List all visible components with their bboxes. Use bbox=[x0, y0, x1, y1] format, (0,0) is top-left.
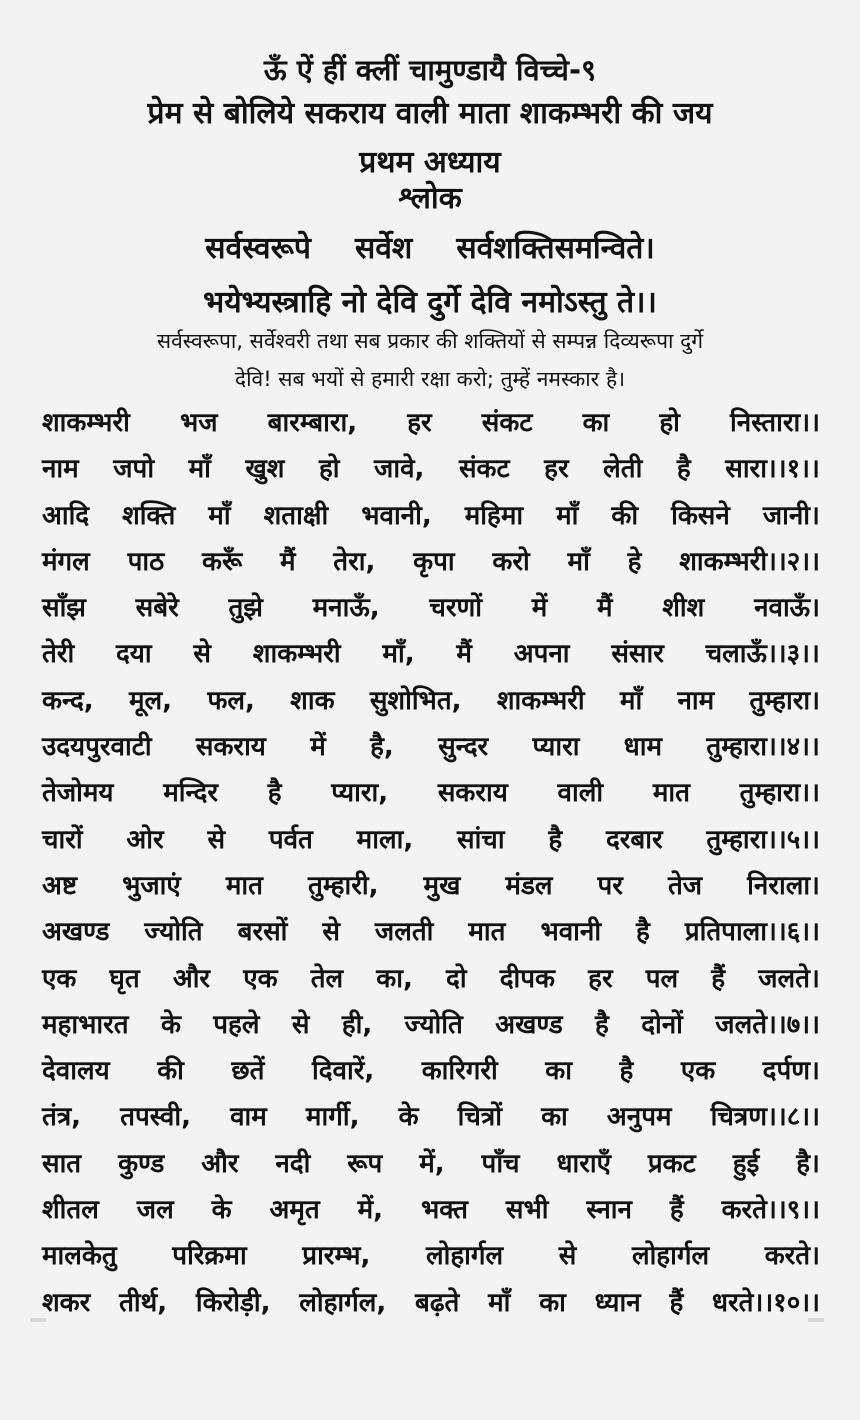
verse-word: ओर bbox=[126, 824, 164, 855]
verse-word: सबेरे bbox=[135, 593, 179, 624]
verse-block bbox=[42, 400, 820, 1326]
verse-line bbox=[42, 585, 820, 631]
verse-word: तुम्हारा।। bbox=[739, 778, 820, 809]
verse-word: भुजाएं bbox=[122, 870, 181, 901]
verse-word: हैं bbox=[711, 963, 726, 994]
shloka-word: सर्वस्वरूपे bbox=[205, 231, 311, 266]
shloka-line-1 bbox=[0, 222, 860, 276]
shloka-meaning bbox=[0, 322, 860, 398]
verse-word: तुझे bbox=[228, 593, 263, 624]
verse-word: ही, bbox=[341, 1009, 373, 1040]
verse-word: तुम्हारी, bbox=[308, 870, 379, 901]
verse-word: तुम्हारा।।५।। bbox=[706, 824, 820, 855]
verse-word: शक्ति bbox=[122, 500, 176, 531]
verse-line bbox=[42, 1141, 820, 1187]
verse-word: धरते।।१०।। bbox=[712, 1287, 820, 1318]
verse-word: लोहार्गल bbox=[631, 1241, 710, 1272]
verse-word: है, bbox=[370, 732, 394, 763]
verse-word: किसने bbox=[671, 500, 730, 531]
verse-word: का bbox=[545, 1056, 572, 1087]
verse-word: धाम bbox=[623, 732, 663, 763]
verse-word: दर्पण। bbox=[762, 1056, 820, 1087]
verse-word: संकट bbox=[481, 408, 533, 438]
verse-word: भक्त bbox=[420, 1195, 469, 1226]
verse-word: जावे, bbox=[374, 454, 425, 485]
verse-word: है bbox=[267, 778, 282, 809]
verse-word: मात bbox=[652, 778, 690, 809]
verse-word: साँझ bbox=[42, 593, 86, 624]
verse-word: भवानी bbox=[540, 917, 602, 948]
verse-word: के bbox=[160, 1009, 181, 1040]
verse-line bbox=[42, 678, 820, 724]
verse-word: चित्रों bbox=[457, 1102, 502, 1133]
verse-word: माँ bbox=[208, 500, 231, 531]
verse-word: मार्गी, bbox=[305, 1102, 360, 1133]
verse-word: बढ़ते bbox=[415, 1287, 460, 1318]
verse-word: है bbox=[548, 824, 563, 855]
verse-word: मैं bbox=[596, 593, 613, 624]
verse-line bbox=[42, 493, 820, 539]
verse-word: में bbox=[531, 593, 548, 624]
verse-word: घृत bbox=[109, 963, 140, 994]
verse-word: अपना bbox=[513, 639, 570, 670]
verse-word: सुन्दर bbox=[438, 732, 489, 763]
verse-word: तेज bbox=[667, 870, 703, 901]
verse-word: छतें bbox=[231, 1056, 265, 1087]
verse-word: और bbox=[172, 963, 211, 994]
page-header bbox=[0, 48, 860, 220]
verse-word: से bbox=[322, 917, 340, 948]
shloka-word: सर्वशक्तिसमन्विते। bbox=[456, 231, 655, 266]
verse-word: मालकेतु bbox=[42, 1241, 117, 1272]
verse-word: महिमा bbox=[464, 500, 524, 531]
verse-word: तेरा, bbox=[333, 546, 376, 577]
verse-word: जल bbox=[136, 1195, 174, 1226]
verse-word: से bbox=[558, 1241, 577, 1272]
verse-word: पल bbox=[645, 963, 679, 994]
verse-word: तेल bbox=[310, 963, 344, 994]
verse-word: महाभारत bbox=[42, 1009, 129, 1040]
verse-word: हर bbox=[588, 963, 613, 994]
verse-word: तुम्हारा।।४।। bbox=[706, 732, 820, 763]
verse-word: करते।।९।। bbox=[721, 1195, 820, 1226]
verse-word: स्नान bbox=[586, 1195, 632, 1226]
verse-word: हैं bbox=[669, 1195, 684, 1226]
verse-word: मन्दिर bbox=[163, 778, 218, 809]
verse-word: और bbox=[201, 1148, 239, 1179]
verse-word: का bbox=[582, 408, 610, 438]
verse-word: बारम्बारा, bbox=[267, 408, 358, 438]
meaning-line-1: सर्वस्वरूपा, सर्वेश्वरी तथा सब प्रकार की शक्तियों से सम्पन्न दिव्यरूपा दुर्गे bbox=[156, 329, 704, 353]
verse-word: मुख bbox=[423, 870, 461, 901]
verse-word: प्रतिपाला।।६।। bbox=[684, 917, 820, 948]
verse-word: अमृत bbox=[269, 1195, 320, 1226]
verse-word: जलते।।७।। bbox=[715, 1009, 820, 1040]
verse-word: भवानी, bbox=[361, 500, 432, 531]
verse-word: किरोड़ी, bbox=[195, 1287, 271, 1318]
verse-word: की bbox=[611, 500, 639, 531]
edge-mark-left bbox=[30, 1318, 46, 1322]
verse-word: करो bbox=[492, 546, 530, 577]
verse-line bbox=[42, 400, 820, 446]
verse-word: शाकम्भरी bbox=[42, 408, 130, 438]
meaning-line-2: देवि! सब भयों से हमारी रक्षा करो; तुम्हें नमस्कार है। bbox=[234, 367, 626, 391]
verse-word: वाम bbox=[230, 1102, 267, 1133]
verse-word: शीतल bbox=[42, 1195, 99, 1226]
verse-word: तेजोमय bbox=[42, 778, 114, 809]
verse-word: लोहार्गल, bbox=[299, 1287, 387, 1318]
verse-word: में, bbox=[419, 1148, 445, 1179]
verse-word: सुशोभित, bbox=[369, 685, 462, 716]
verse-word: हुई bbox=[732, 1148, 760, 1179]
verse-word: मंडल bbox=[505, 870, 553, 901]
verse-word: चलाऊँ।।३।। bbox=[705, 639, 820, 670]
verse-word: अष्ट bbox=[42, 870, 78, 901]
verse-word: अनुपम bbox=[606, 1102, 672, 1133]
verse-word: हे bbox=[627, 546, 642, 577]
verse-word: नदी bbox=[275, 1148, 311, 1179]
verse-word: हो bbox=[659, 408, 680, 438]
verse-word: प्यारा bbox=[532, 732, 580, 763]
verse-line bbox=[42, 539, 820, 585]
verse-word: मैं bbox=[456, 639, 472, 670]
verse-word: है bbox=[619, 1056, 634, 1087]
verse-word: माँ bbox=[188, 454, 211, 485]
verse-word: दिवारें, bbox=[311, 1056, 375, 1087]
verse-word: माँ bbox=[619, 685, 643, 716]
verse-word: पहले bbox=[213, 1009, 260, 1040]
verse-word: तुम्हारा। bbox=[749, 685, 820, 716]
verse-word: देवालय bbox=[42, 1056, 110, 1087]
verse-line bbox=[42, 863, 820, 909]
verse-word: चित्रण।।८।। bbox=[710, 1102, 820, 1133]
verse-word: एक bbox=[680, 1056, 716, 1087]
verse-word: आदि bbox=[42, 500, 90, 531]
verse-word: माँ, bbox=[382, 639, 415, 670]
verse-word: प्रारम्भ, bbox=[302, 1241, 371, 1272]
verse-word: नाम bbox=[42, 454, 79, 485]
verse-line bbox=[42, 1094, 820, 1140]
verse-word: माँ bbox=[488, 1287, 511, 1318]
verse-line bbox=[42, 956, 820, 1002]
verse-line bbox=[42, 1002, 820, 1048]
verse-word: में bbox=[310, 732, 326, 763]
verse-word: सात bbox=[42, 1148, 82, 1179]
verse-word: धाराएँ bbox=[556, 1148, 611, 1179]
verse-word: अखण्ड bbox=[495, 1009, 563, 1040]
verse-word: माँ bbox=[556, 500, 579, 531]
verse-word: वाली bbox=[557, 778, 604, 809]
verse-word: दो bbox=[446, 963, 467, 994]
verse-word: एक bbox=[243, 963, 278, 994]
verse-word: चारों bbox=[42, 824, 83, 855]
verse-word: पाठ bbox=[127, 546, 165, 577]
verse-word: खुश bbox=[245, 454, 285, 485]
verse-word: तंत्र, bbox=[42, 1102, 82, 1133]
verse-line bbox=[42, 1233, 820, 1279]
verse-word: तपस्वी, bbox=[120, 1102, 191, 1133]
verse-word: मैं bbox=[279, 546, 296, 577]
verse-word: बरसों bbox=[237, 917, 288, 948]
verse-line bbox=[42, 446, 820, 492]
section-title: श्लोक bbox=[398, 181, 462, 216]
edge-mark-right bbox=[808, 1318, 824, 1322]
verse-word: लोहार्गल bbox=[426, 1241, 504, 1272]
verse-word: शाकम्भरी bbox=[252, 639, 341, 670]
verse-word: शीश bbox=[662, 593, 705, 624]
verse-word: सकराय bbox=[195, 732, 266, 763]
verse-word: जानी। bbox=[762, 500, 820, 531]
verse-word: फल, bbox=[207, 685, 255, 716]
verse-word: हर bbox=[407, 408, 432, 438]
verse-word: की bbox=[157, 1056, 184, 1087]
verse-word: परिक्रमा bbox=[172, 1241, 247, 1272]
verse-word: शताक्षी bbox=[263, 500, 329, 531]
verse-word: भज bbox=[179, 408, 218, 438]
verse-word: संकट bbox=[458, 454, 510, 485]
verse-word: तीर्थ, bbox=[119, 1287, 168, 1318]
verse-word: मूल, bbox=[128, 685, 173, 716]
verse-line bbox=[42, 909, 820, 955]
verse-word: चरणों bbox=[429, 593, 483, 624]
shloka-line-2: भयेभ्यस्त्राहि नो देवि दुर्गे देवि नमोऽस्तु ते।। bbox=[203, 285, 657, 320]
verse-word: शाकम्भरी bbox=[496, 685, 585, 716]
verse-word: सभी bbox=[505, 1195, 549, 1226]
verse-word: निस्तारा।। bbox=[730, 408, 820, 438]
chapter-title: प्रथम अध्याय bbox=[359, 145, 501, 180]
verse-word: माँ bbox=[567, 546, 590, 577]
verse-word: पर्वत bbox=[268, 824, 313, 855]
verse-word: ज्योति bbox=[144, 917, 203, 948]
jaikara-line: प्रेम से बोलिये सकराय वाली माता शाकम्भरी की जय bbox=[147, 96, 713, 131]
verse-word: मात bbox=[225, 870, 263, 901]
verse-word: निराला। bbox=[747, 870, 820, 901]
verse-word: का bbox=[541, 1102, 568, 1133]
verse-word: प्रकट bbox=[647, 1148, 696, 1179]
verse-word: जपो bbox=[113, 454, 155, 485]
verse-word: प्यारा, bbox=[331, 778, 389, 809]
verse-word: पाँच bbox=[481, 1148, 520, 1179]
verse-word: दोनों bbox=[641, 1009, 683, 1040]
verse-word: माला, bbox=[356, 824, 414, 855]
verse-word: सकराय bbox=[437, 778, 508, 809]
verse-word: हैं bbox=[669, 1287, 684, 1318]
verse-word: शाक bbox=[290, 685, 335, 716]
verse-word: दीपक bbox=[499, 963, 555, 994]
verse-line bbox=[42, 770, 820, 816]
verse-word: से bbox=[291, 1009, 310, 1040]
verse-word: अखण्ड bbox=[42, 917, 110, 948]
verse-word: कन्द, bbox=[42, 685, 94, 716]
verse-word: है bbox=[676, 454, 691, 485]
verse-word: से bbox=[207, 824, 226, 855]
verse-line bbox=[42, 724, 820, 770]
verse-word: मात bbox=[468, 917, 506, 948]
verse-word: लेती bbox=[603, 454, 643, 485]
mantra-line: ऊँ ऐं हीं क्लीं चामुण्डायै विच्चे-९ bbox=[263, 53, 597, 87]
verse-word: नवाऊँ। bbox=[754, 593, 820, 624]
verse-word: हर bbox=[544, 454, 569, 485]
verse-word: ज्योति bbox=[404, 1009, 463, 1040]
verse-word: शकर bbox=[42, 1287, 91, 1318]
verse-line bbox=[42, 1280, 820, 1326]
verse-word: है bbox=[636, 917, 650, 948]
verse-word: कारिगरी bbox=[421, 1056, 498, 1087]
shloka-block bbox=[0, 222, 860, 330]
verse-word: है bbox=[595, 1009, 609, 1040]
verse-word: कुण्ड bbox=[118, 1148, 165, 1179]
verse-word: हो bbox=[318, 454, 340, 485]
verse-line bbox=[42, 817, 820, 863]
verse-word: सारा।।१।। bbox=[725, 454, 820, 485]
verse-line bbox=[42, 1187, 820, 1233]
verse-word: दरबार bbox=[605, 824, 663, 855]
verse-line bbox=[42, 631, 820, 677]
verse-word: तेरी bbox=[42, 639, 75, 670]
verse-word: उदयपुरवाटी bbox=[42, 732, 152, 763]
verse-word: दया bbox=[116, 639, 152, 670]
verse-word: जलती bbox=[374, 917, 434, 948]
verse-word: पर bbox=[597, 870, 623, 901]
verse-word: सांचा bbox=[457, 824, 505, 855]
verse-line bbox=[42, 1048, 820, 1094]
verse-word: मंगल bbox=[42, 546, 90, 577]
verse-word: रूप bbox=[347, 1148, 383, 1179]
verse-word: ध्यान bbox=[594, 1287, 641, 1318]
verse-word: करूँ bbox=[202, 546, 243, 577]
verse-word: के bbox=[398, 1102, 419, 1133]
verse-word: का, bbox=[376, 963, 413, 994]
shloka-word: सर्वेश bbox=[354, 231, 413, 266]
verse-word: कृपा bbox=[413, 546, 455, 577]
verse-word: के bbox=[211, 1195, 232, 1226]
verse-word: मनाऊँ, bbox=[312, 593, 380, 624]
verse-word: नाम bbox=[677, 685, 715, 716]
verse-word: एक bbox=[42, 963, 77, 994]
verse-word: है। bbox=[796, 1148, 820, 1179]
verse-word: संसार bbox=[611, 639, 664, 670]
verse-word: का bbox=[539, 1287, 566, 1318]
verse-word: शाकम्भरी।।२।। bbox=[679, 546, 820, 577]
verse-word: करते। bbox=[764, 1241, 820, 1272]
verse-word: जलते। bbox=[758, 963, 820, 994]
verse-word: से bbox=[193, 639, 211, 670]
verse-word: में, bbox=[357, 1195, 384, 1226]
